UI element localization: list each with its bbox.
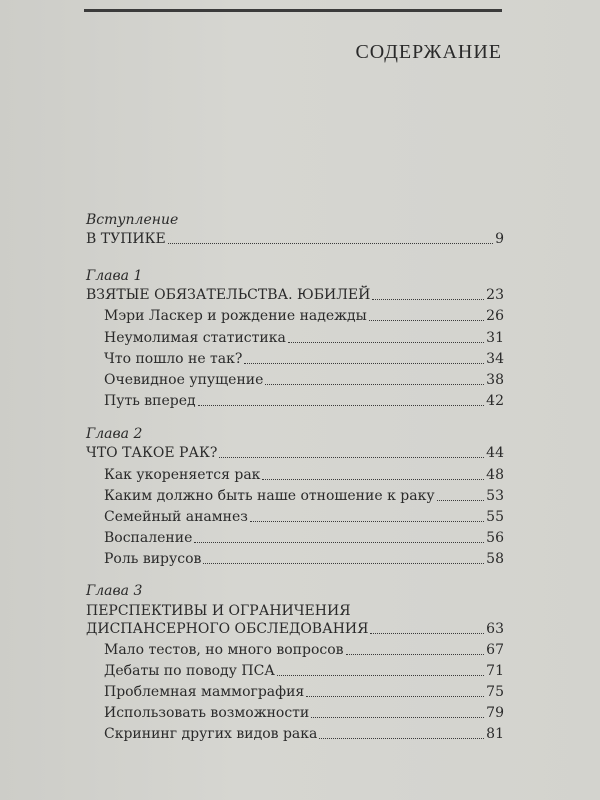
toc-entry-page: 55: [486, 509, 504, 525]
dot-leader: [203, 563, 484, 564]
toc-entry-title: Семейный анамнез: [104, 509, 248, 525]
toc-entry-page: 34: [486, 351, 504, 367]
toc-subentry: [104, 487, 504, 505]
toc-entry-title: Неумолимая статистика: [104, 330, 286, 346]
dot-leader: [288, 342, 484, 343]
toc-entry-title: В ТУПИКЕ: [86, 231, 166, 247]
dot-leader: [437, 500, 485, 501]
toc-subentry: [104, 662, 504, 680]
toc-entry-title: Путь вперед: [104, 393, 196, 409]
toc-entry-page: 42: [486, 393, 504, 409]
top-rule: [84, 9, 502, 12]
toc-entry-title: Каким должно быть наше отношение к раку: [104, 488, 435, 504]
toc-subentry: [104, 466, 504, 484]
toc-entry-page: 23: [486, 287, 504, 303]
toc-entry-title: Очевидное упущение: [104, 372, 264, 388]
toc-entry-title: Что пошло не так?: [104, 351, 243, 367]
toc-entry-page: 26: [486, 308, 504, 324]
dot-leader: [372, 299, 484, 300]
dot-leader: [250, 521, 484, 522]
toc-subentry: [104, 641, 504, 659]
dot-leader: [319, 738, 484, 739]
toc-entry-page: 48: [486, 467, 504, 483]
toc-entry-page: 79: [486, 705, 504, 721]
toc-entry-page: 75: [486, 684, 504, 700]
toc-entry-page: 9: [495, 231, 504, 247]
toc-entry-page: 31: [486, 330, 504, 346]
toc-subentry: [104, 704, 504, 722]
toc-subentry: [104, 508, 504, 526]
toc-entry-chapter-3-line1: ПЕРСПЕКТИВЫ И ОГРАНИЧЕНИЯ: [86, 603, 351, 619]
toc-entry-intro: [86, 230, 504, 248]
toc-entry-title: ВЗЯТЫЕ ОБЯЗАТЕЛЬСТВА. ЮБИЛЕЙ: [86, 287, 371, 303]
dot-leader: [194, 542, 484, 543]
toc-entry-page: 38: [486, 372, 504, 388]
toc-entry-page: 56: [486, 530, 504, 546]
dot-leader: [277, 675, 484, 676]
toc-entry-chapter-2: [86, 444, 504, 462]
toc-entry-page: 58: [486, 551, 504, 567]
dot-leader: [369, 320, 484, 321]
toc-entry-title: Скрининг других видов рака: [104, 726, 318, 742]
toc-subentry: [104, 550, 504, 568]
dot-leader: [219, 457, 484, 458]
toc-entry-page: 44: [486, 445, 504, 461]
toc-entry-page: 81: [486, 726, 504, 742]
toc-entry-title: ЧТО ТАКОЕ РАК?: [86, 445, 218, 461]
toc-entry-page: 67: [486, 642, 504, 658]
toc-subentry: [104, 725, 504, 743]
toc-subentry: [104, 329, 504, 347]
toc-entry-chapter-3: [86, 620, 504, 638]
toc-entry-title: Роль вирусов: [104, 551, 202, 567]
toc-entry-title: Воспаление: [104, 530, 193, 546]
dot-leader: [244, 363, 484, 364]
toc-subentry: [104, 683, 504, 701]
dot-leader: [370, 633, 484, 634]
toc-entry-title: Как укореняется рак: [104, 467, 261, 483]
toc-entry-title: Использовать возможности: [104, 705, 310, 721]
dot-leader: [346, 654, 485, 655]
toc-subentry: [104, 392, 504, 410]
toc-entry-page: 63: [486, 621, 504, 637]
intro-label: Вступление: [86, 212, 179, 228]
toc-entry-chapter-1: [86, 286, 504, 304]
toc-subentry: [104, 350, 504, 368]
toc-entry-page: 53: [486, 488, 504, 504]
toc-entry-title: ДИСПАНСЕРНОГО ОБСЛЕДОВАНИЯ: [86, 621, 369, 637]
dot-leader: [311, 717, 484, 718]
dot-leader: [306, 696, 484, 697]
page-title: СОДЕРЖАНИЕ: [355, 41, 502, 63]
dot-leader: [168, 243, 493, 244]
chapter-2-label: Глава 2: [86, 426, 143, 442]
chapter-1-label: Глава 1: [86, 268, 143, 284]
toc-subentry: [104, 529, 504, 547]
chapter-3-label: Глава 3: [86, 583, 143, 599]
toc-entry-title: Дебаты по поводу ПСА: [104, 663, 275, 679]
toc-subentry: [104, 307, 504, 325]
dot-leader: [262, 479, 484, 480]
toc-entry-title: Мэри Ласкер и рождение надежды: [104, 308, 367, 324]
toc-entry-title: Проблемная маммография: [104, 684, 305, 700]
dot-leader: [198, 405, 485, 406]
toc-entry-page: 71: [486, 663, 504, 679]
toc-entry-title: Мало тестов, но много вопросов: [104, 642, 344, 658]
toc-subentry: [104, 371, 504, 389]
dot-leader: [265, 384, 484, 385]
